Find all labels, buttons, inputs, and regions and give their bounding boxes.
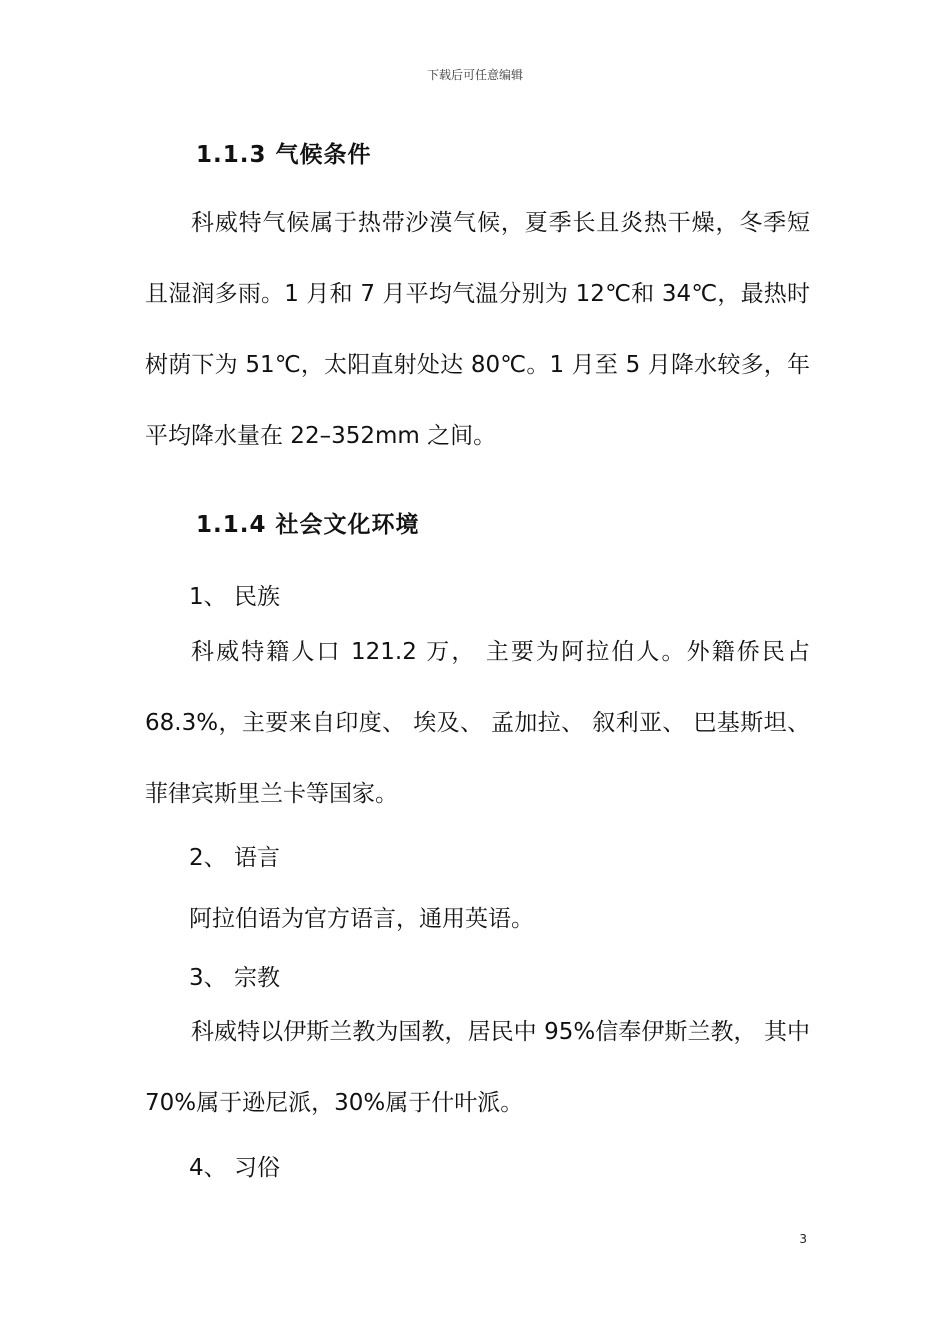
ethnicity-paragraph: 科威特籍人口 121.2 万， 主要为阿拉伯人。外籍侨民占 68.3%，主要来自印度、 埃及、 孟加拉、 叙利亚、 巴基斯坦、菲律宾斯里兰卡等国家。 <box>145 639 810 807</box>
page-header: 下载后可任意编辑 <box>426 68 523 82</box>
item-title-customs: 4、 习俗 <box>189 1155 280 1181</box>
page-number: 3 <box>799 1232 807 1246</box>
language-paragraph: 阿拉伯语为官方语言，通用英语。 <box>189 906 534 932</box>
item-title-religion: 3、 宗教 <box>189 965 280 991</box>
section-heading-climate: 1.1.3 气候条件 <box>196 142 372 168</box>
climate-paragraph: 科威特气候属于热带沙漠气候，夏季长且炎热干燥，冬季短且湿润多雨。1 月和 7 月平均气温分别为 12℃和 34℃，最热时树荫下为 51℃，太阳直射处达 80℃。1 月至 5 月降水较多，年平均降水量在 22–352mm 之间。 <box>145 210 810 449</box>
religion-paragraph: 科威特以伊斯兰教为国教，居民中 95%信奉伊斯兰教， 其中 70%属于逊尼派，30%属于什叶派。 <box>145 1019 810 1116</box>
item-title-ethnicity: 1、 民族 <box>189 584 280 610</box>
section-heading-culture: 1.1.4 社会文化环境 <box>196 512 420 538</box>
item-title-language: 2、 语言 <box>189 845 280 871</box>
